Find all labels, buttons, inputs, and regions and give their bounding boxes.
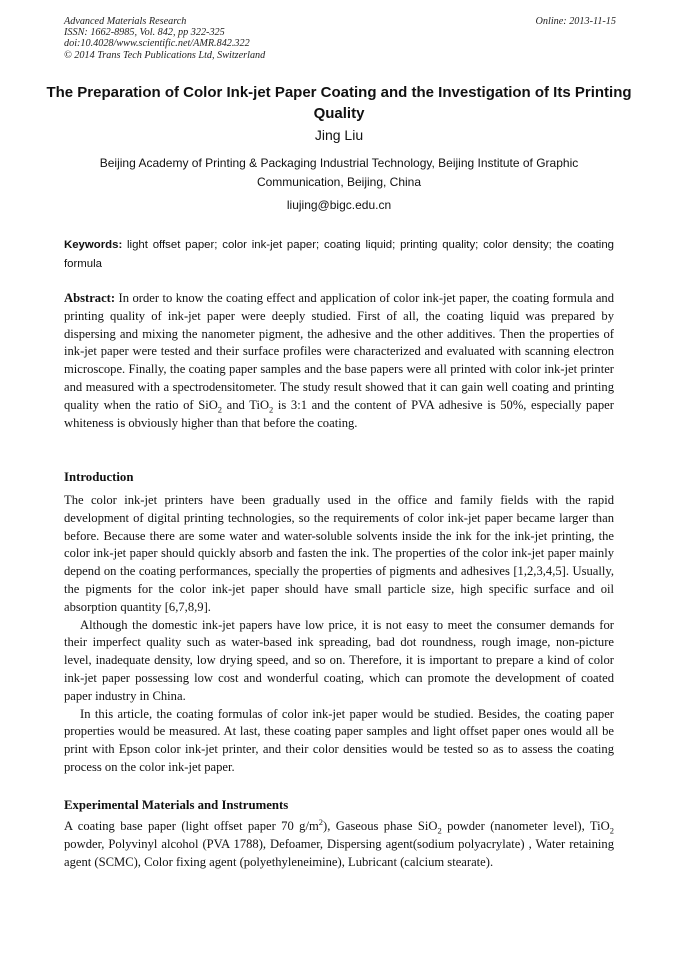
superscript: 2 [318, 816, 323, 827]
paper-title: The Preparation of Color Ink-jet Paper Coating and the Investigation of Its Printing Quality [46, 84, 632, 122]
article-doi: doi:10.4028/www.scientific.net/AMR.842.322 [64, 38, 250, 50]
keywords-text: light offset paper; color ink-jet paper; coating liquid; printing quality; color density; the coating formula [64, 239, 614, 270]
subscript: 2 [609, 825, 615, 836]
author-affiliation: Beijing Academy of Printing & Packaging Industrial Technology, Beijing Institute of Graphic Communication, Beijing, China [99, 156, 579, 189]
intro-paragraph-2: Although the domestic ink-jet papers have low price, it is not easy to meet the consumer demands for their imperfect quality such as water-based ink spreading, bad dot roundness, rough image, non-picture level, inadequate density, low drying speed, and so on. Therefore, it is important to prepare a kind of color ink-jet paper possessing low cost and wonderful coating, which can promote the development of coated paper industry in China. [64, 617, 614, 703]
introduction-body [64, 492, 614, 777]
introduction-heading: Introduction [64, 470, 134, 484]
copyright-notice: © 2014 Trans Tech Publications Ltd, Switzerland [64, 49, 266, 61]
journal-header [64, 16, 616, 61]
exp-text-4: powder, Polyvinyl alcohol (PVA 1788), Defoamer, Dispersing agent(sodium polyacrylate) , Water retaining agent (SCMC), Color fixing agent (polyethyleneimine), Lubricant (calcium stearate). [64, 836, 614, 869]
subscript: 2 [269, 404, 274, 415]
subscript: 2 [217, 404, 223, 415]
exp-text-1: A coating base paper (light offset paper 70 g/m [64, 819, 319, 833]
author-email: liujing@bigc.edu.cn [286, 198, 392, 212]
author-name: Jing Liu [314, 127, 364, 143]
keywords-label: Keywords: [64, 239, 123, 251]
keywords [64, 236, 614, 273]
subscript: 2 [437, 825, 442, 836]
intro-paragraph-1: The color ink-jet printers have been gradually used in the office and family fields with the rapid development of digital printing technologies, so the requirements of color ink-jet paper became larger than before. Because there are some water and water-soluble solvents inside the ink for the ink-jet printing, the color ink-jet paper should quickly absorb and fasten the ink. The properties of the color ink-jet paper mainly depend on the coating performances, specially the properties of pigments and adhesives [1,2,3,4,5]. Usually, the pigments for the color ink-jet paper should have small particle size, high specific surface and oil absorption quantity [6,7,8,9]. [64, 493, 614, 614]
experimental-body [64, 818, 614, 871]
abstract-text-2: and TiO [222, 397, 270, 412]
online-date: Online: 2013-11-15 [535, 16, 616, 27]
exp-text-3: powder (nanometer level), TiO [441, 819, 610, 833]
journal-issn: ISSN: 1662-8985, Vol. 842, pp 322-325 [64, 27, 225, 39]
exp-text-2: ), Gaseous phase SiO [323, 819, 438, 833]
journal-name: Advanced Materials Research [64, 16, 187, 27]
abstract [64, 290, 614, 432]
experimental-heading: Experimental Materials and Instruments [64, 798, 289, 812]
abstract-text-1: In order to know the coating effect and application of color ink-jet paper, the coating formula and printing quality of ink-jet paper were deeply studied. First of all, the coating liquid was prepared by dispersing and mixing the nanometer pigment, the adhesive and the other additives. Then the properties of ink-jet paper were tested and their surface profiles were characterized and evaluated with scanning electron microscope. Finally, the coating paper samples and the base papers were all printed with color ink-jet printer and measured with a spectrodensitometer. The study result showed that it can gain well coating and printing quality when the ratio of SiO [64, 291, 615, 412]
abstract-text-3: is 3:1 and the content of PVA adhesive is 50%, especially paper whiteness is obviously higher than that before the coating. [64, 397, 614, 430]
intro-paragraph-3: In this article, the coating formulas of color ink-jet paper would be studied. Besides, the coating paper properties would be measured. At last, these coating paper samples and light offset paper ones would all be print with Epson color ink-jet printer, and their color densities would be tested so as to assess the coating process on the color ink-jet paper. [64, 706, 614, 774]
abstract-label: Abstract: [64, 291, 116, 305]
